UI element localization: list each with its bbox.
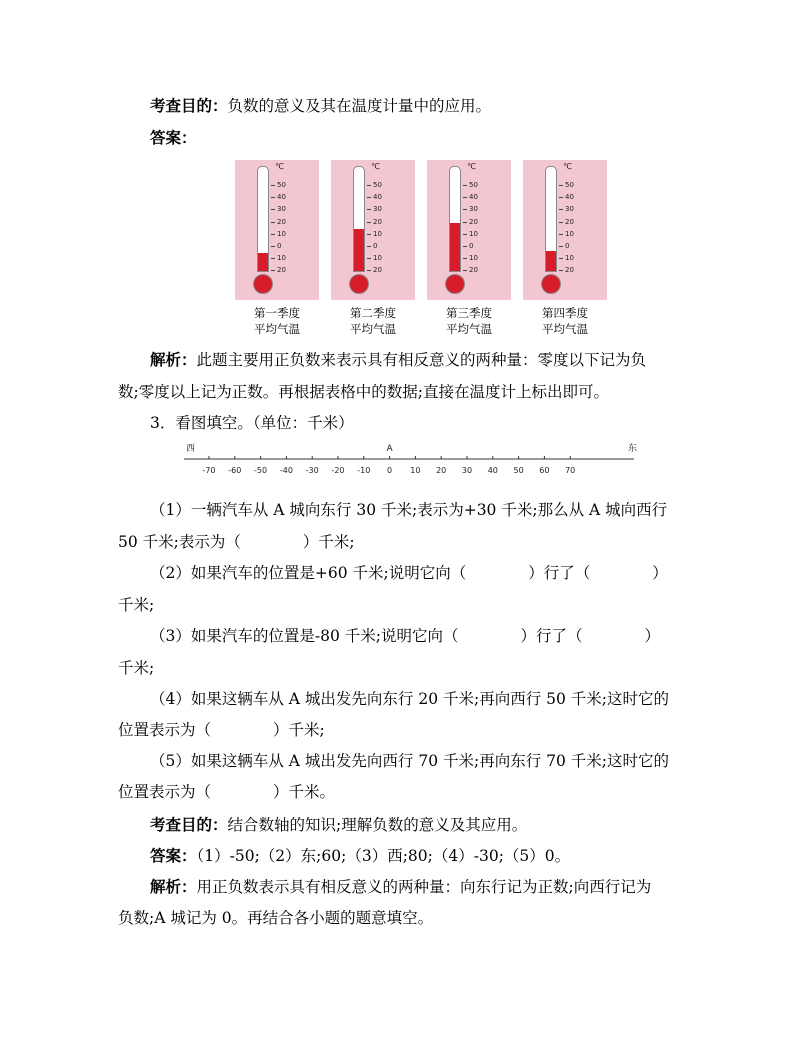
mercury-bulb (253, 274, 273, 294)
thermometer-tube (353, 166, 365, 272)
axis-tick-label: -50 (254, 466, 268, 475)
unit-label: ℃ (467, 162, 476, 171)
scale-tick-label: 50 (565, 181, 574, 189)
scale-tick (559, 246, 563, 247)
scale-tick (367, 234, 371, 235)
purpose-label: 考查目的： (150, 96, 228, 115)
caption-line-2: 平均气温 (254, 322, 300, 336)
scale-tick (463, 258, 467, 259)
axis-tick-label: -60 (228, 466, 242, 475)
axis-tick-label: 0 (387, 466, 393, 475)
thermometer-caption (331, 305, 415, 337)
scale-tick-label: 0 (565, 242, 570, 250)
scale-tick-label: 10 (373, 229, 382, 238)
caption-line-2: 平均气温 (542, 322, 588, 336)
axis-tick-label: 60 (539, 466, 550, 475)
thermometer-3 (427, 160, 511, 300)
scale-tick (271, 209, 275, 210)
thermometer-2 (331, 160, 415, 300)
scale-tick (271, 234, 275, 235)
scale-tick (559, 209, 563, 210)
scale-tick (559, 234, 563, 235)
scale-tick (271, 270, 275, 271)
mercury-bulb (349, 274, 369, 294)
item-2-line-1: （2）如果汽车的位置是+60 千米;说明它向（ ）行了（ ） (150, 564, 668, 582)
analysis-label: 解析： (150, 350, 197, 369)
scale-tick-label: 20 (565, 266, 574, 275)
axis-tick-label: -20 (331, 466, 345, 475)
axis-tick-label: -30 (305, 466, 319, 475)
mercury-bulb (445, 274, 465, 294)
scale-tick (367, 197, 371, 198)
purpose-text: 负数的意义及其在温度计量中的应用。 (227, 97, 492, 115)
mercury-column (354, 229, 364, 271)
axis-east-label: 东 (628, 444, 638, 454)
scale-tick (271, 197, 275, 198)
axis-tick-label: 30 (461, 466, 473, 475)
thermometer-1 (235, 160, 319, 300)
scale-tick (559, 222, 563, 223)
axis-point-a-label: A (386, 444, 393, 454)
thermometer-caption (427, 305, 511, 337)
answer-label-2: 答案： (150, 846, 197, 865)
analysis-label-2: 解析： (150, 877, 197, 896)
scale-tick (367, 222, 371, 223)
caption-line-1: 第一季度 (254, 306, 300, 320)
item-4-line-2: 位置表示为（ ）千米; (118, 721, 325, 739)
unit-label: ℃ (371, 162, 380, 171)
scale-tick-label: 40 (469, 193, 478, 202)
scale-tick-label: 20 (565, 217, 574, 226)
item-5-line-1: （5）如果这辆车从 A 城出发先向西行 70 千米;再向东行 70 千米;这时它的 (150, 752, 670, 770)
scale-tick-label: 30 (469, 205, 478, 214)
item-4-line-1: （4）如果这辆车从 A 城出发先向东行 20 千米;再向西行 50 千米;这时它的 (150, 690, 670, 708)
scale-tick-label: 20 (277, 217, 286, 226)
analysis-line-1 (150, 350, 646, 370)
scale-tick (463, 185, 467, 186)
scale-tick (559, 270, 563, 271)
scale-tick (367, 258, 371, 259)
item-1-line-2: 50 千米;表示为（ ）千米; (118, 533, 355, 551)
mercury-bulb (541, 274, 561, 294)
axis-tick-label: 70 (565, 466, 576, 475)
unit-label: ℃ (563, 162, 572, 171)
scale-tick-label: 50 (469, 181, 478, 189)
thermometer-tube (257, 166, 269, 272)
caption-line-1: 第三季度 (446, 306, 492, 320)
scale-tick-label: 30 (277, 205, 286, 214)
scale-tick-label: 0 (277, 242, 282, 250)
scale-tick-label: 10 (277, 229, 286, 238)
item-3-line-2: 千米; (118, 659, 155, 677)
analysis-line-4: 负数;A 城记为 0。再结合各小题的题意填空。 (118, 909, 434, 927)
axis-tick-label: 20 (436, 466, 447, 475)
scale-tick (559, 197, 563, 198)
purpose-line-2 (150, 815, 527, 835)
mercury-column (546, 251, 556, 271)
scale-tick-label: 30 (565, 205, 574, 214)
scale-tick (463, 270, 467, 271)
caption-line-2: 平均气温 (446, 322, 492, 336)
analysis-text-3: 用正负数表示具有相反意义的两种量：向东行记为正数;向西行记为 (196, 878, 652, 896)
purpose-label-2: 考查目的： (150, 815, 228, 834)
scale-tick (367, 246, 371, 247)
purpose-text-2: 结合数轴的知识;理解负数的意义及其应用。 (227, 816, 528, 834)
axis-tick-label: -40 (279, 466, 293, 475)
axis-west-label: 西 (186, 444, 196, 454)
thermometer-caption (235, 305, 319, 337)
scale-tick-label: 40 (565, 193, 574, 202)
axis-tick-label: 50 (513, 466, 524, 475)
scale-tick (559, 185, 563, 186)
scale-tick (271, 222, 275, 223)
answer-text-2: （1）-50;（2）东;60;（3）西;80;（4）-30;（5）0。 (196, 847, 571, 865)
scale-tick-label: 20 (277, 266, 286, 275)
analysis-text-1: 此题主要用正负数来表示具有相反意义的两种量：零度以下记为负 (196, 351, 647, 369)
scale-tick (367, 209, 371, 210)
thermometer-figure (0, 160, 794, 342)
scale-tick-label: 10 (373, 254, 382, 263)
scale-tick-label: 20 (469, 217, 478, 226)
scale-tick-label: 50 (373, 181, 382, 189)
scale-tick-label: 30 (373, 205, 382, 214)
scale-tick (463, 209, 467, 210)
thermometer-caption (523, 305, 607, 337)
scale-tick-label: 10 (469, 229, 478, 238)
scale-tick (271, 246, 275, 247)
scale-tick-label: 10 (277, 254, 286, 263)
scale-tick (367, 270, 371, 271)
scale-tick-label: 50 (277, 181, 286, 189)
unit-label: ℃ (275, 162, 284, 171)
scale-tick-label: 20 (373, 217, 382, 226)
scale-tick-label: 0 (373, 242, 378, 250)
item-3-line-1: （3）如果汽车的位置是-80 千米;说明它向（ ）行了（ ） (150, 627, 660, 645)
item-2-line-2: 千米; (118, 596, 155, 614)
axis-tick-label: 40 (487, 466, 498, 475)
scale-tick-label: 10 (565, 229, 574, 238)
scale-tick (271, 185, 275, 186)
scale-tick (463, 246, 467, 247)
analysis-line-3 (150, 877, 651, 897)
number-line (0, 440, 794, 490)
answer-label-1: 答案： (150, 128, 197, 147)
scale-tick (463, 197, 467, 198)
analysis-line-2: 数;零度以上记为正数。再根据表格中的数据;直接在温度计上标出即可。 (118, 383, 609, 401)
thermometer-tube (449, 166, 461, 272)
axis-tick-label: -10 (357, 466, 371, 475)
caption-line-2: 平均气温 (350, 322, 396, 336)
mercury-column (258, 253, 268, 271)
scale-tick-label: 40 (277, 193, 286, 202)
thermometer-tube (545, 166, 557, 272)
axis-tick-label: 10 (410, 466, 421, 475)
purpose-line-1 (150, 96, 491, 116)
scale-tick-label: 40 (373, 193, 382, 202)
mercury-column (450, 223, 460, 271)
caption-line-1: 第二季度 (350, 306, 396, 320)
scale-tick (271, 258, 275, 259)
thermometer-4 (523, 160, 607, 300)
scale-tick-label: 20 (469, 266, 478, 275)
scale-tick-label: 0 (469, 242, 474, 250)
scale-tick-label: 20 (373, 266, 382, 275)
item-1-line-1: （1）一辆汽车从 A 城向东行 30 千米;表示为+30 千米;那么从 A 城向西行 (150, 501, 668, 519)
scale-tick-label: 10 (469, 254, 478, 263)
item-5-line-2: 位置表示为（ ）千米。 (118, 783, 336, 801)
scale-tick-label: 10 (565, 254, 574, 263)
axis-tick-label: -70 (202, 466, 216, 475)
scale-tick (463, 234, 467, 235)
answer-line-2 (150, 846, 570, 866)
scale-tick (463, 222, 467, 223)
question-3-title: 3．看图填空。（单位：千米） (150, 414, 354, 432)
scale-tick (559, 258, 563, 259)
scale-tick (367, 185, 371, 186)
caption-line-1: 第四季度 (542, 306, 588, 320)
